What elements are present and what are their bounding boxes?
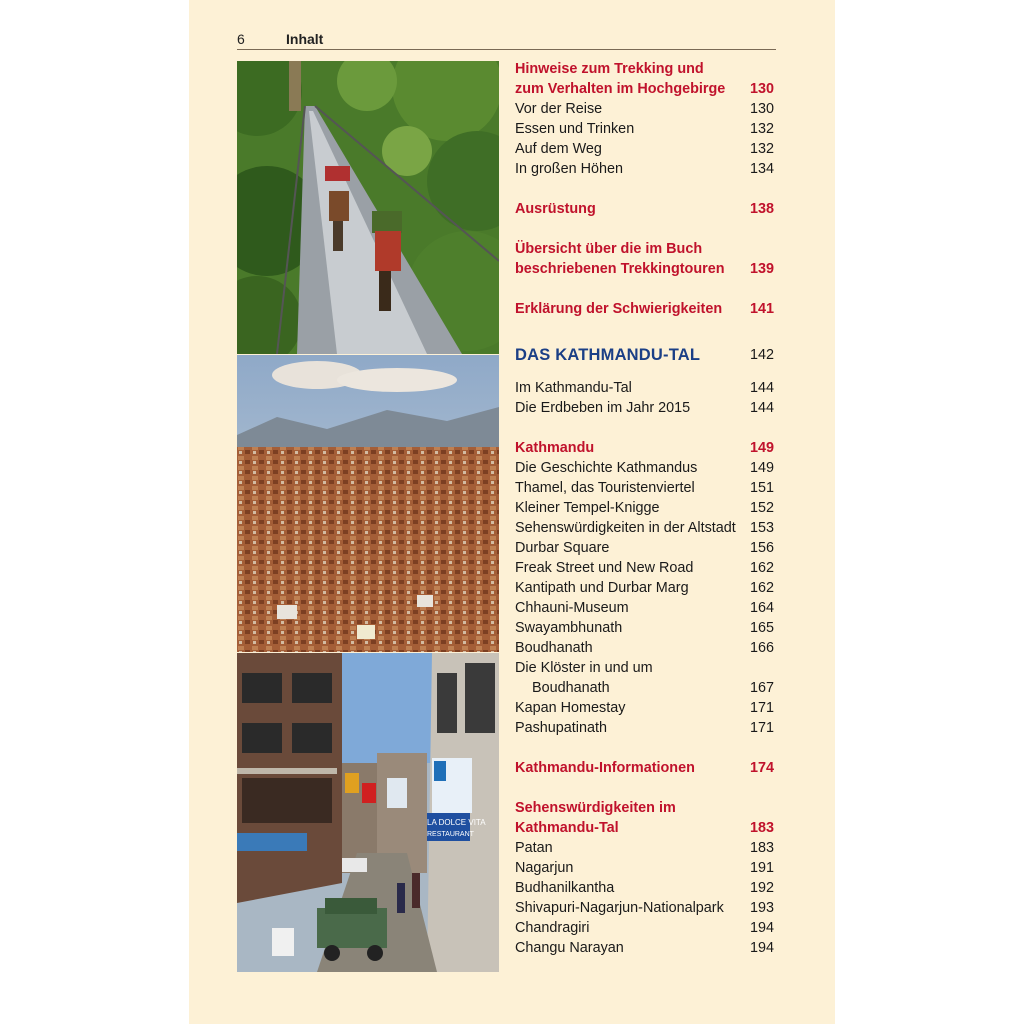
toc-entry-page: 166 bbox=[749, 640, 774, 656]
toc-entry-title: Boudhanath bbox=[515, 640, 593, 656]
toc-spacer bbox=[515, 279, 776, 299]
toc-spacer bbox=[515, 219, 776, 239]
toc-entry-page: 132 bbox=[749, 141, 774, 157]
page-header bbox=[237, 30, 776, 50]
toc-entry bbox=[515, 718, 776, 738]
toc-entry bbox=[515, 518, 776, 538]
toc-entry-title: Sehenswürdigkeiten im bbox=[515, 800, 676, 816]
toc-entry-page: 151 bbox=[749, 480, 774, 496]
toc-entry-page: 171 bbox=[749, 720, 774, 736]
toc-spacer bbox=[515, 319, 776, 339]
toc-entry-title: Freak Street und New Road bbox=[515, 560, 694, 576]
toc-heading bbox=[515, 199, 776, 219]
toc-entry-title: Shivapuri-Nagarjun-Nationalpark bbox=[515, 900, 724, 916]
toc-entry-title: Erklärung der Schwierigkeiten bbox=[515, 301, 723, 317]
toc-entry bbox=[515, 598, 776, 618]
toc-entry-title: Pashupatinath bbox=[515, 720, 608, 736]
toc-entry-page: 164 bbox=[749, 600, 774, 616]
toc-heading bbox=[515, 259, 776, 279]
toc-entry-page: 156 bbox=[749, 540, 774, 556]
toc-entry-page: 134 bbox=[749, 161, 774, 177]
toc-entry-title: Thamel, das Touristenviertel bbox=[515, 480, 695, 496]
page-number: 6 bbox=[237, 31, 245, 47]
toc-entry bbox=[515, 458, 776, 478]
toc-entry-page: 183 bbox=[749, 820, 774, 836]
toc-entry-title: Kleiner Tempel-Knigge bbox=[515, 500, 660, 516]
toc-entry-page: 194 bbox=[749, 920, 774, 936]
toc-entry-title: Changu Narayan bbox=[515, 940, 624, 956]
toc-heading bbox=[515, 79, 776, 99]
toc-entry bbox=[515, 938, 776, 958]
toc-entry-title: Kantipath und Durbar Marg bbox=[515, 580, 689, 596]
toc-entry-page: 138 bbox=[749, 201, 774, 217]
toc-entry-page: 162 bbox=[749, 580, 774, 596]
toc-entry-page: 193 bbox=[749, 900, 774, 916]
photo-thamel-street-image bbox=[237, 653, 499, 972]
section-title: Inhalt bbox=[286, 31, 324, 47]
toc-entry-title: Chandragiri bbox=[515, 920, 590, 936]
toc-entry-title: zum Verhalten im Hochgebirge bbox=[515, 81, 726, 97]
toc-entry-page: 142 bbox=[749, 347, 774, 363]
photo-thamel-street bbox=[237, 653, 499, 972]
toc-entry-title: Hinweise zum Trekking und bbox=[515, 61, 704, 77]
toc-entry-title: beschriebenen Trekkingtouren bbox=[515, 261, 725, 277]
toc-entry bbox=[515, 99, 776, 119]
toc-entry-title: Kathmandu-Tal bbox=[515, 820, 619, 836]
toc-entry bbox=[515, 498, 776, 518]
toc-entry bbox=[515, 119, 776, 139]
toc-heading bbox=[515, 299, 776, 319]
toc-heading bbox=[515, 59, 776, 79]
toc-entry-page: 171 bbox=[749, 700, 774, 716]
toc-entry bbox=[515, 618, 776, 638]
toc-entry-title: Budhanilkantha bbox=[515, 880, 615, 896]
toc-entry-title: Die Geschichte Kathmandus bbox=[515, 460, 698, 476]
toc-entry-title: Kathmandu-Informationen bbox=[515, 760, 695, 776]
photo-suspension-bridge-image bbox=[237, 61, 499, 354]
toc-entry-page: 191 bbox=[749, 860, 774, 876]
toc-entry-page: 141 bbox=[749, 301, 774, 317]
toc-entry-page: 149 bbox=[749, 460, 774, 476]
toc-entry bbox=[515, 558, 776, 578]
photo-kathmandu-city-image bbox=[237, 355, 499, 652]
toc-entry bbox=[515, 838, 776, 858]
toc-chapter bbox=[515, 342, 776, 368]
toc-entry-page: 194 bbox=[749, 940, 774, 956]
toc-entry-title: Swayambhunath bbox=[515, 620, 623, 636]
toc-entry-title: Auf dem Weg bbox=[515, 141, 602, 157]
toc-heading bbox=[515, 818, 776, 838]
toc-heading bbox=[515, 758, 776, 778]
toc-entry-title: Vor der Reise bbox=[515, 101, 603, 117]
toc-entry bbox=[515, 678, 776, 698]
toc-entry-page: 149 bbox=[749, 440, 774, 456]
toc-heading bbox=[515, 438, 776, 458]
toc-entry-page: 139 bbox=[749, 261, 774, 277]
toc-entry-title: Die Erdbeben im Jahr 2015 bbox=[515, 400, 691, 416]
toc-entry-page: 174 bbox=[749, 760, 774, 776]
toc-heading bbox=[515, 798, 776, 818]
sign-la-dolce-vita: LA DOLCE VITA bbox=[427, 818, 486, 827]
toc-entry bbox=[515, 638, 776, 658]
toc-heading bbox=[515, 239, 776, 259]
photo-suspension-bridge bbox=[237, 61, 499, 354]
toc-entry bbox=[515, 918, 776, 938]
table-of-contents bbox=[515, 59, 776, 958]
toc-entry bbox=[515, 858, 776, 878]
toc-entry-page: 152 bbox=[749, 500, 774, 516]
toc-entry-page: 167 bbox=[749, 680, 774, 696]
toc-entry bbox=[515, 658, 776, 678]
toc-entry bbox=[515, 139, 776, 159]
toc-entry-page: 192 bbox=[749, 880, 774, 896]
book-page bbox=[189, 0, 835, 1024]
toc-entry bbox=[515, 898, 776, 918]
toc-entry-title: Übersicht über die im Buch bbox=[515, 241, 703, 257]
toc-spacer bbox=[515, 418, 776, 438]
toc-entry bbox=[515, 398, 776, 418]
toc-entry-title: Ausrüstung bbox=[515, 201, 596, 217]
photo-kathmandu-city bbox=[237, 355, 499, 652]
toc-entry-title: Kathmandu bbox=[515, 440, 595, 456]
toc-entry-title: Durbar Square bbox=[515, 540, 610, 556]
toc-entry-title: In großen Höhen bbox=[515, 161, 624, 177]
toc-entry-page: 130 bbox=[749, 81, 774, 97]
toc-entry-page: 132 bbox=[749, 121, 774, 137]
toc-entry-title: Nagarjun bbox=[515, 860, 574, 876]
toc-entry-page: 153 bbox=[749, 520, 774, 536]
toc-entry-title: Boudhanath bbox=[532, 680, 610, 696]
toc-entry-title: Essen und Trinken bbox=[515, 121, 635, 137]
toc-entry-title: Die Klöster in und um bbox=[515, 660, 653, 676]
toc-spacer bbox=[515, 738, 776, 758]
toc-entry-title: Im Kathmandu-Tal bbox=[515, 380, 632, 396]
toc-entry-page: 183 bbox=[749, 840, 774, 856]
toc-entry-title: Sehenswürdigkeiten in der Altstadt bbox=[515, 520, 736, 536]
toc-entry-title: DAS KATHMANDU-TAL bbox=[515, 346, 701, 364]
toc-entry bbox=[515, 878, 776, 898]
toc-entry bbox=[515, 159, 776, 179]
toc-spacer bbox=[515, 778, 776, 798]
toc-entry-page: 144 bbox=[749, 400, 774, 416]
toc-entry bbox=[515, 698, 776, 718]
toc-entry bbox=[515, 538, 776, 558]
toc-entry bbox=[515, 478, 776, 498]
toc-entry bbox=[515, 578, 776, 598]
toc-entry-page: 165 bbox=[749, 620, 774, 636]
toc-entry-title: Chhauni-Museum bbox=[515, 600, 629, 616]
toc-entry-title: Kapan Homestay bbox=[515, 700, 626, 716]
toc-entry-page: 144 bbox=[749, 380, 774, 396]
toc-entry-title: Patan bbox=[515, 840, 553, 856]
toc-spacer bbox=[515, 179, 776, 199]
toc-entry bbox=[515, 378, 776, 398]
toc-entry-page: 162 bbox=[749, 560, 774, 576]
toc-entry-page: 130 bbox=[749, 101, 774, 117]
sign-restaurant: RESTAURANT bbox=[427, 831, 474, 838]
